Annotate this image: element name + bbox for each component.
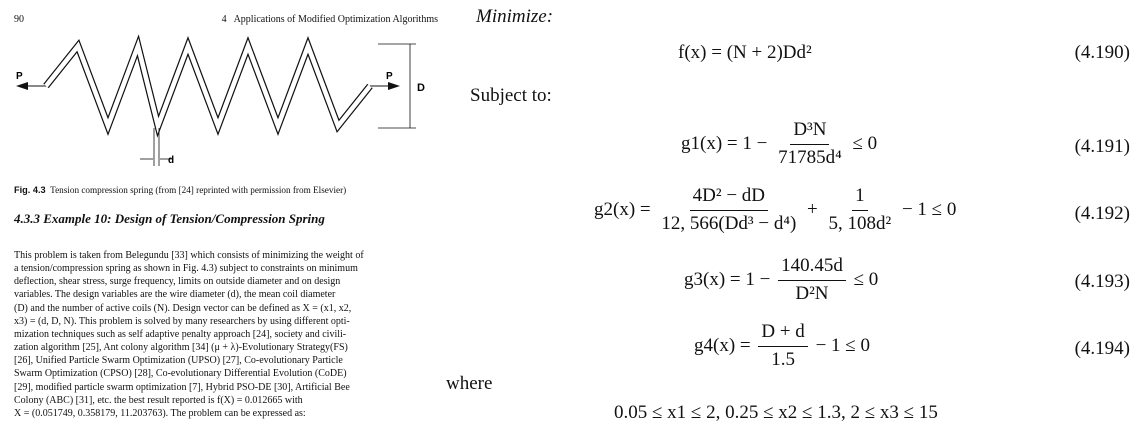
body-line: zation algorithm [25], Ant colony algorithm [34] (μ + λ)-Evolutionary Strategy(FS) — [14, 342, 348, 354]
body-line: deflection, shear stress, surge frequency, limits on outside diameter and on design — [14, 276, 341, 288]
g1-rhs: ≤ 0 — [852, 132, 878, 154]
p-left-label: P — [16, 71, 23, 82]
body-line: This problem is taken from Belegundu [33] which consists of minimizing the weight of — [14, 250, 364, 261]
body-line: variables. The design variables are the wire diameter (d), the mean coil diameter — [14, 289, 336, 301]
g1-denominator: 71785d⁴ — [778, 146, 842, 168]
d-label: d — [168, 155, 175, 166]
g3-fraction — [778, 256, 846, 305]
g2-fraction-1 — [658, 186, 799, 235]
eq-number-191: (4.191) — [1074, 136, 1130, 157]
g2-plus: + — [807, 198, 818, 220]
body-line: Swarm Optimization (CPSO) [28], Co-evolutionary Differential Evolution (CoDE) — [14, 368, 347, 380]
constraint-g1 — [681, 120, 877, 169]
body-line: [26], Unified Particle Swarm Optimization (UPSO) [27], Co-evolutionary Particle — [14, 355, 343, 367]
subject-to-label: Subject to: — [470, 85, 552, 106]
eq-number-190: (4.190) — [1074, 42, 1130, 63]
D-label: D — [417, 82, 425, 94]
body-line: (D) and the number of active coils (N). Design vector can be defined as X = (x1, x2, — [14, 302, 352, 314]
eq-number-193: (4.193) — [1074, 271, 1130, 292]
g3-rhs: ≤ 0 — [853, 268, 879, 290]
eq-number-194: (4.194) — [1074, 338, 1130, 359]
spring-coil-inner — [46, 46, 370, 126]
variable-bounds: 0.05 ≤ x1 ≤ 2, 0.25 ≤ x2 ≤ 1.3, 2 ≤ x3 ≤ 15 — [614, 402, 938, 423]
caption-text: Tension compression spring (from [24] reprinted with permission from Elsevier) — [50, 185, 347, 195]
spring-figure — [6, 30, 446, 180]
objective-equation: f(x) = (N + 2)Dd² — [678, 42, 812, 63]
g3-numerator: 140.45d — [778, 256, 846, 281]
g4-rhs: − 1 ≤ 0 — [815, 334, 870, 356]
caption-label: Fig. 4.3 — [14, 185, 46, 195]
g3-lhs: g3(x) = 1 − — [684, 268, 771, 290]
g1-lhs: g1(x) = 1 − — [681, 132, 768, 154]
g4-denominator: 1.5 — [771, 348, 795, 370]
g1-fraction — [775, 120, 845, 169]
eq-number-192: (4.192) — [1074, 203, 1130, 224]
constraint-g3 — [684, 256, 878, 305]
g3-denominator: D²N — [795, 282, 829, 304]
section-heading: 4.3.3 Example 10: Design of Tension/Compression Spring — [14, 211, 325, 226]
page-number: 90 — [14, 14, 24, 25]
g2-numerator-2: 1 — [852, 186, 868, 211]
g2-lhs: g2(x) = — [594, 198, 651, 220]
g2-denominator-1: 12, 566(Dd³ − d⁴) — [661, 212, 797, 234]
minimize-label: Minimize: — [476, 6, 554, 27]
body-line: x3) = (d, D, N). This problem is solved by many researchers by using different opti- — [14, 315, 350, 327]
constraint-g2 — [594, 186, 956, 235]
where-label: where — [446, 373, 493, 394]
p-right-label: P — [386, 71, 393, 82]
body-line: [29], modified particle swarm optimization [7], Hybrid PSO-DE [30], Artificial Bee — [14, 381, 350, 393]
right-arrow-head — [388, 82, 400, 90]
g2-numerator-1: 4D² − dD — [690, 186, 768, 211]
figure-caption — [14, 185, 346, 195]
g2-denominator-2: 5, 108d² — [828, 212, 892, 234]
g4-numerator: D + d — [758, 322, 807, 347]
g4-lhs: g4(x) = — [694, 334, 751, 356]
running-head: 4 Applications of Modified Optimization Algorithms — [221, 14, 438, 25]
body-paragraph — [14, 249, 432, 420]
body-line: mization techniques such as self adaptive penalty approach [24], society and civili- — [14, 328, 347, 340]
body-line: Colony (ABC) [31], etc. the best result reported is f(X) = 0.012665 with — [14, 394, 303, 406]
body-line: a tension/compression spring as shown in Fig. 4.3) subject to constraints on minimum — [14, 263, 358, 275]
g1-numerator: D³N — [790, 120, 829, 145]
g2-fraction-2 — [826, 186, 895, 235]
constraint-g4 — [694, 322, 870, 371]
body-line: X = (0.051749, 0.358179, 11.203763). The problem can be expressed as: — [14, 407, 306, 419]
spring-diagram — [6, 30, 446, 180]
g4-fraction — [758, 322, 807, 371]
g2-rhs: − 1 ≤ 0 — [901, 198, 957, 220]
left-arrow-head — [16, 82, 28, 90]
